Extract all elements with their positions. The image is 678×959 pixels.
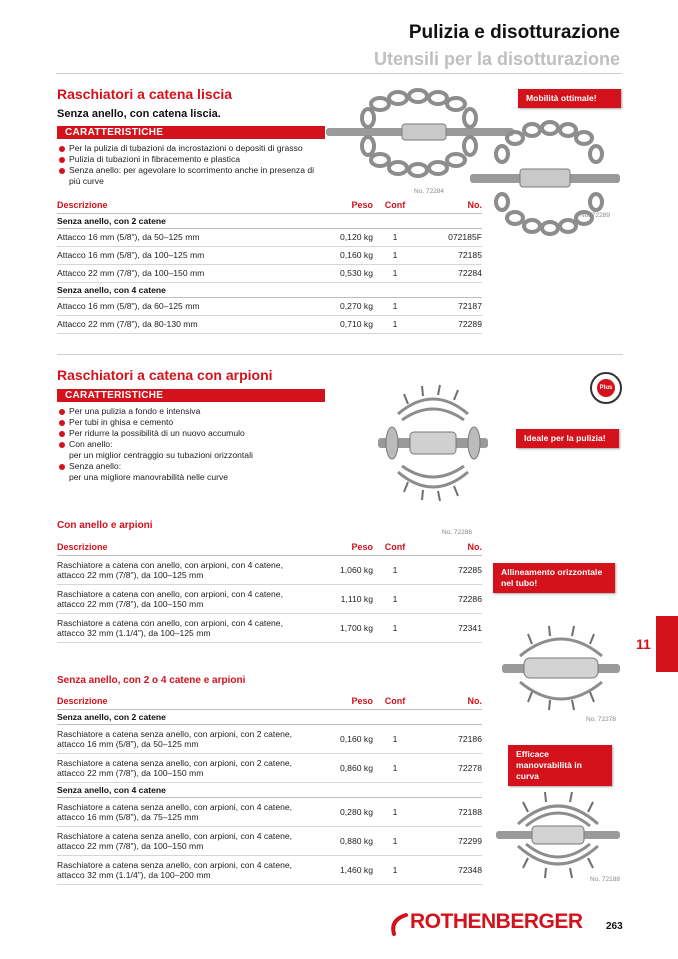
col-conf: Conf bbox=[373, 540, 417, 555]
subsection-b-table bbox=[57, 694, 482, 885]
col-descrizione: Descrizione bbox=[57, 198, 327, 213]
feature-item: Per ridurre la possibilità di un nuovo accumulo bbox=[57, 428, 319, 439]
table-header-row bbox=[57, 198, 482, 213]
section1-features-bar: CARATTERISTICHE bbox=[57, 126, 325, 139]
feature-item: Per tubi in ghisa e cemento bbox=[57, 417, 319, 428]
col-descrizione: Descrizione bbox=[57, 694, 327, 709]
table-row: Raschiatore a catena con anello, con arpioni, con 4 catene, attacco 22 mm (7/8"), da 100–125 mm 1,060 kg 1 72285 bbox=[57, 555, 482, 584]
section1-features-list bbox=[57, 143, 319, 187]
plus-seal-label: Plus bbox=[597, 379, 615, 397]
section2-features-bar: CARATTERISTICHE bbox=[57, 389, 325, 402]
header-divider bbox=[56, 73, 622, 74]
section1-table bbox=[57, 198, 482, 334]
feature-item: Senza anello: per agevolare lo scorrimento anche in presenza di più curve bbox=[57, 165, 319, 187]
feature-item: Per una pulizia a fondo e intensiva bbox=[57, 406, 319, 417]
table-row: Attacco 22 mm (7/8"), da 100–150 mm 0,530 kg 1 72284 bbox=[57, 264, 482, 282]
page-subtitle: Utensili per la disotturazione bbox=[373, 49, 620, 69]
badge-allineamento: Allineamento orizzontale nel tubo! bbox=[493, 563, 615, 593]
image-number-label: No. 72284 bbox=[414, 188, 444, 195]
spiked-chain-scraper-image-72278 bbox=[502, 624, 620, 712]
table-header-row bbox=[57, 540, 482, 555]
spiked-chain-scraper-image-72188 bbox=[496, 790, 620, 880]
table-row: Attacco 22 mm (7/8"), da 80-130 mm 0,710 kg 1 72289 bbox=[57, 315, 482, 333]
section-divider bbox=[57, 354, 623, 355]
image-number-label: No. 72278 bbox=[586, 716, 616, 723]
section2-title: Raschiatori a catena con arpioni bbox=[57, 367, 273, 383]
subsection-a-title: Con anello e arpioni bbox=[57, 520, 153, 531]
image-number-label: No. 72289 bbox=[580, 212, 610, 219]
table-group-row: Senza anello, con 2 catene bbox=[57, 709, 482, 724]
table-row: Raschiatore a catena senza anello, con arpioni, con 4 catene, attacco 32 mm (1.1/4"), da 100–200 mm 1,460 kg 1 72348 bbox=[57, 855, 482, 884]
table-row: Raschiatore a catena con anello, con arpioni, con 4 catene, attacco 32 mm (1.1/4"), da 100–125 mm 1,700 kg 1 72341 bbox=[57, 613, 482, 642]
col-no: No. bbox=[417, 540, 482, 555]
table-row: Raschiatore a catena con anello, con arpioni, con 4 catene, attacco 22 mm (7/8"), da 100–150 mm 1,110 kg 1 72286 bbox=[57, 584, 482, 613]
table-row: Raschiatore a catena senza anello, con arpioni, con 2 catene, attacco 16 mm (5/8"), da 50–125 mm 0,160 kg 1 72186 bbox=[57, 724, 482, 753]
subsection-a-table bbox=[57, 540, 482, 643]
image-number-label: No. 72286 bbox=[442, 529, 472, 536]
section1-title: Raschiatori a catena liscia bbox=[57, 86, 233, 102]
page-number: 263 bbox=[606, 921, 623, 932]
table-group-row: Senza anello, con 4 catene bbox=[57, 282, 482, 297]
badge-pulizia: Ideale per la pulizia! bbox=[516, 429, 619, 448]
table-header-row bbox=[57, 694, 482, 709]
chapter-tab-number: 11 bbox=[636, 636, 651, 652]
table-group-row: Senza anello, con 4 catene bbox=[57, 782, 482, 797]
section1-subtitle: Senza anello, con catena liscia. bbox=[57, 108, 221, 120]
col-no: No. bbox=[417, 198, 482, 213]
table-row: Raschiatore a catena senza anello, con arpioni, con 4 catene, attacco 22 mm (7/8"), da 100–150 mm 0,880 kg 1 72299 bbox=[57, 826, 482, 855]
feature-item: Con anello: per un miglior centraggio su tubazioni orizzontali bbox=[57, 439, 319, 461]
feature-item: Per la pulizia di tubazioni da incrostazioni o depositi di grasso bbox=[57, 143, 319, 154]
subsection-b-title: Senza anello, con 2 o 4 catene e arpioni bbox=[57, 675, 246, 686]
col-no: No. bbox=[417, 694, 482, 709]
col-descrizione: Descrizione bbox=[57, 540, 327, 555]
col-peso: Peso bbox=[327, 694, 373, 709]
table-row: Attacco 16 mm (5/8"), da 60–125 mm 0,270 kg 1 72187 bbox=[57, 297, 482, 315]
image-number-label: No. 72188 bbox=[590, 876, 620, 883]
table-row: Raschiatore a catena senza anello, con arpioni, con 2 catene, attacco 22 mm (7/8"), da 100–150 mm 0,860 kg 1 72278 bbox=[57, 753, 482, 782]
table-row: Raschiatore a catena senza anello, con arpioni, con 4 catene, attacco 16 mm (5/8"), da 75–125 mm 0,280 kg 1 72188 bbox=[57, 797, 482, 826]
table-row: Attacco 16 mm (5/8"), da 50–125 mm 0,120 kg 1 072185F bbox=[57, 228, 482, 246]
page-title: Pulizia e disotturazione bbox=[408, 22, 620, 43]
section2-features-list bbox=[57, 406, 319, 483]
plus-seal-icon bbox=[590, 372, 622, 404]
chain-scraper-image-72289 bbox=[470, 116, 620, 240]
badge-manovrabilita: Efficace manovrabilità in curva bbox=[508, 745, 612, 786]
brand-logo: ROTHENBERGER bbox=[410, 910, 583, 933]
table-row: Attacco 16 mm (5/8"), da 100–125 mm 0,160 kg 1 72185 bbox=[57, 246, 482, 264]
table-group-row: Senza anello, con 2 catene bbox=[57, 213, 482, 228]
col-peso: Peso bbox=[327, 198, 373, 213]
badge-mobilita: Mobilità ottimale! bbox=[518, 89, 621, 108]
spiked-chain-scraper-image-72286 bbox=[378, 384, 488, 502]
chapter-tab bbox=[656, 616, 678, 672]
feature-item: Senza anello: per una migliore manovrabilità nelle curve bbox=[57, 461, 319, 483]
col-conf: Conf bbox=[373, 198, 417, 213]
rothenberger-logo-icon bbox=[388, 912, 410, 938]
col-conf: Conf bbox=[373, 694, 417, 709]
col-peso: Peso bbox=[327, 540, 373, 555]
feature-item: Pulizia di tubazioni in fibracemento e plastica bbox=[57, 154, 319, 165]
